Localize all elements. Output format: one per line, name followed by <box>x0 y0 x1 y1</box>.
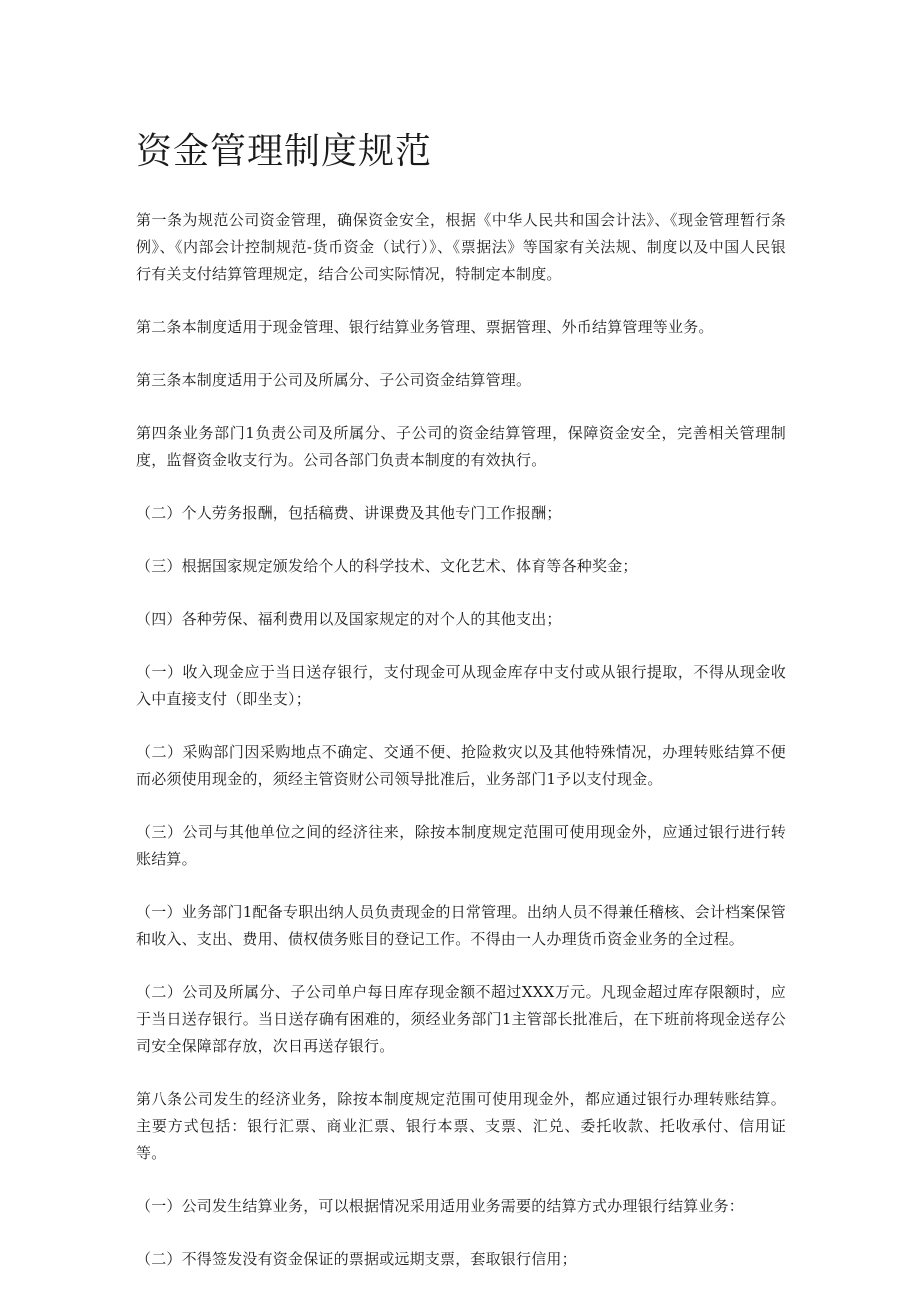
paragraph-9: （二）采购部门因采购地点不确定、交通不便、抢险救灾以及其他特殊情况，办理转账结算不便而必须使用现金的，须经主管资财公司领导批准后，业务部门1予以支付现金。 <box>136 743 786 788</box>
paragraph-11: （一）业务部门1配备专职出纳人员负责现金的日常管理。出纳人员不得兼任稽核、会计档案保管和收入、支出、费用、债权债务账目的登记工作。不得由一人办理货币资金业务的全过程。 <box>136 903 786 948</box>
paragraph-10: （三）公司与其他单位之间的经济往来，除按本制度规定范围可使用现金外，应通过银行进行转账结算。 <box>136 823 786 868</box>
paragraph-1: 第一条为规范公司资金管理，确保资金安全，根据《中华人民共和国会计法》、《现金管理暂行条例》、《内部会计控制规范-货币资金（试行）》、《票据法》等国家有关法规、制度以及中国人民银行有关支付结算管理规定，结合公司实际情况，特制定本制度。 <box>136 211 786 283</box>
paragraph-4: 第四条业务部门1负责公司及所属分、子公司的资金结算管理，保障资金安全，完善相关管理制度，监督资金收支行为。公司各部门负责本制度的有效执行。 <box>136 424 786 469</box>
paragraph-8: （一）收入现金应于当日送存银行，支付现金可从现金库存中支付或从银行提取，不得从现金收入中直接支付（即坐支）； <box>136 663 786 708</box>
paragraph-13: 第八条公司发生的经济业务，除按本制度规定范围可使用现金外，都应通过银行办理转账结算。主要方式包括：银行汇票、商业汇票、银行本票、支票、汇兑、委托收款、托收承付、信用证等。 <box>136 1090 786 1162</box>
document-title: 资金管理制度规范 <box>136 131 433 172</box>
paragraph-2: 第二条本制度适用于现金管理、银行结算业务管理、票据管理、外币结算管理等业务。 <box>136 318 714 336</box>
paragraph-5: （二）个人劳务报酬，包括稿费、讲课费及其他专门工作报酬； <box>136 504 562 522</box>
document-body <box>136 207 786 1299</box>
paragraph-7: （四）各种劳保、福利费用以及国家规定的对个人的其他支出； <box>136 610 562 628</box>
paragraph-3: 第三条本制度适用于公司及所属分、子公司资金结算管理。 <box>136 371 532 389</box>
paragraph-12: （二）公司及所属分、子公司单户每日库存现金额不超过XXX万元。凡现金超过库存限额时，应于当日送存银行。当日送存确有困难的，须经业务部门1主管部长批准后，在下班前将现金送存公司安全保障部存放，次日再送存银行。 <box>136 983 786 1055</box>
paragraph-6: （三）根据国家规定颁发给个人的科学技术、文化艺术、体育等各种奖金； <box>136 557 638 575</box>
paragraph-15: （二）不得签发没有资金保证的票据或远期支票，套取银行信用； <box>136 1250 577 1268</box>
paragraph-14: （一）公司发生结算业务，可以根据情况采用适用业务需要的结算方式办理银行结算业务： <box>136 1197 745 1215</box>
